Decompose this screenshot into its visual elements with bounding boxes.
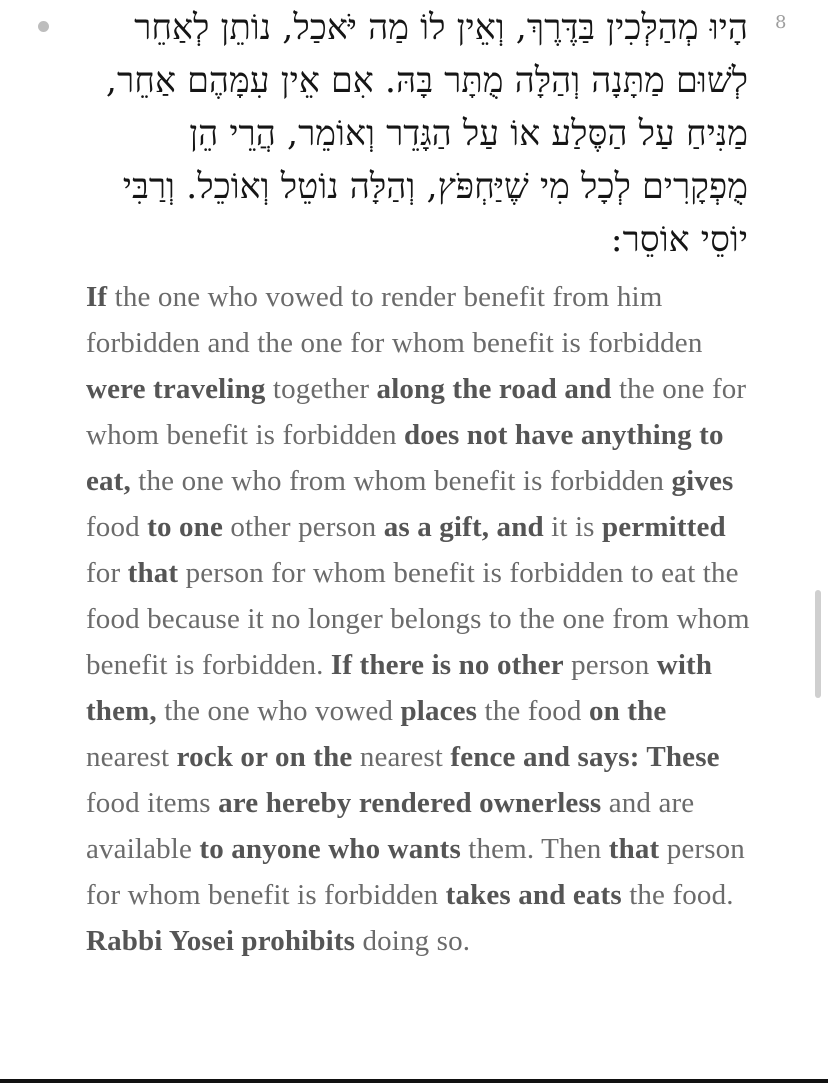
translation-plain-segment: it is	[543, 511, 603, 543]
translation-plain-segment: together	[265, 373, 377, 405]
translation-plain-segment: the one for whom benefit is forbidden	[86, 373, 747, 451]
translation-plain-segment: and are available	[86, 787, 695, 865]
translation-bold-segment: with them,	[86, 649, 713, 727]
translation-bold-segment: are hereby rendered ownerless	[218, 787, 602, 819]
translation-bold-segment: rock or on the	[176, 741, 353, 773]
translation-bold-segment: If	[86, 281, 108, 313]
translation-plain-segment: nearest	[86, 741, 177, 773]
scrollbar-thumb[interactable]	[815, 590, 821, 698]
english-translation	[86, 274, 754, 964]
translation-plain-segment: food	[86, 511, 148, 543]
translation-plain-segment: nearest	[352, 741, 451, 773]
translation-bold-segment: places	[400, 695, 478, 727]
translation-bold-segment: gives	[671, 465, 734, 497]
translation-bold-segment: that	[127, 557, 179, 589]
translation-plain-segment: person	[563, 649, 657, 681]
translation-bold-segment: as a gift, and	[383, 511, 544, 543]
translation-bold-segment: fence and says: These	[450, 741, 720, 773]
translation-bold-segment: If there is no other	[330, 649, 564, 681]
translation-plain-segment: the one who from whom benefit is forbidden	[130, 465, 672, 497]
translation-plain-segment: food items	[86, 787, 219, 819]
translation-bold-segment: takes and eats	[445, 879, 622, 911]
translation-plain-segment: the one who vowed to render benefit from him forbidden and the one for whom benefit is forbidden	[86, 281, 703, 359]
translation-bold-segment: were traveling	[86, 373, 266, 405]
translation-plain-segment: for	[86, 557, 128, 589]
translation-plain-segment: person for whom benefit is forbidden	[86, 833, 745, 911]
translation-plain-segment: person for whom benefit is forbidden to eat the food because it no longer belongs to the one from whom benefit is forbidden.	[86, 557, 750, 681]
hebrew-mishnah-text: הָיוּ מְהַלְּכִין בַּדֶּרֶךְ, וְאֵין לוֹ מַה יֹּאכַל, נוֹתֵן לְאַחֵר לְשׁוּם מַתָּנָה וְהַלָּה מֻתָּר בָּהּ. אִם אֵין עִמָּהֶם אַחֵר, מַנִּיחַ עַל הַסֶּלַע אוֹ עַל הַגָּדֵר וְאוֹמֵר, הֲרֵי הֵן מֻפְקָרִים לְכָל מִי שֶׁיַּחְפֹּץ, וְהַלָּה נוֹטֵל וְאוֹכֵל. וְרַבִּי יוֹסֵי אוֹסֵר:	[105, 8, 748, 260]
translation-bold-segment: to one	[147, 511, 223, 543]
translation-plain-segment: the food	[477, 695, 589, 727]
translation-plain-segment: doing so.	[355, 925, 471, 957]
bottom-divider	[0, 1079, 828, 1083]
translation-plain-segment: other person	[222, 511, 384, 543]
translation-plain-segment: them. Then	[460, 833, 609, 865]
translation-bold-segment: permitted	[602, 511, 726, 543]
verse-bullet	[38, 21, 49, 32]
translation-bold-segment: Rabbi Yosei prohibits	[86, 925, 356, 957]
translation-plain-segment: the food.	[621, 879, 734, 911]
translation-plain-segment: the one who vowed	[156, 695, 401, 727]
translation-bold-segment: does not have anything to eat,	[86, 419, 724, 497]
translation-bold-segment: along the road and	[376, 373, 612, 405]
verse-number: 8	[775, 12, 787, 33]
translation-bold-segment: to anyone who wants	[199, 833, 461, 865]
translation-bold-segment: that	[608, 833, 660, 865]
translation-bold-segment: on the	[588, 695, 667, 727]
